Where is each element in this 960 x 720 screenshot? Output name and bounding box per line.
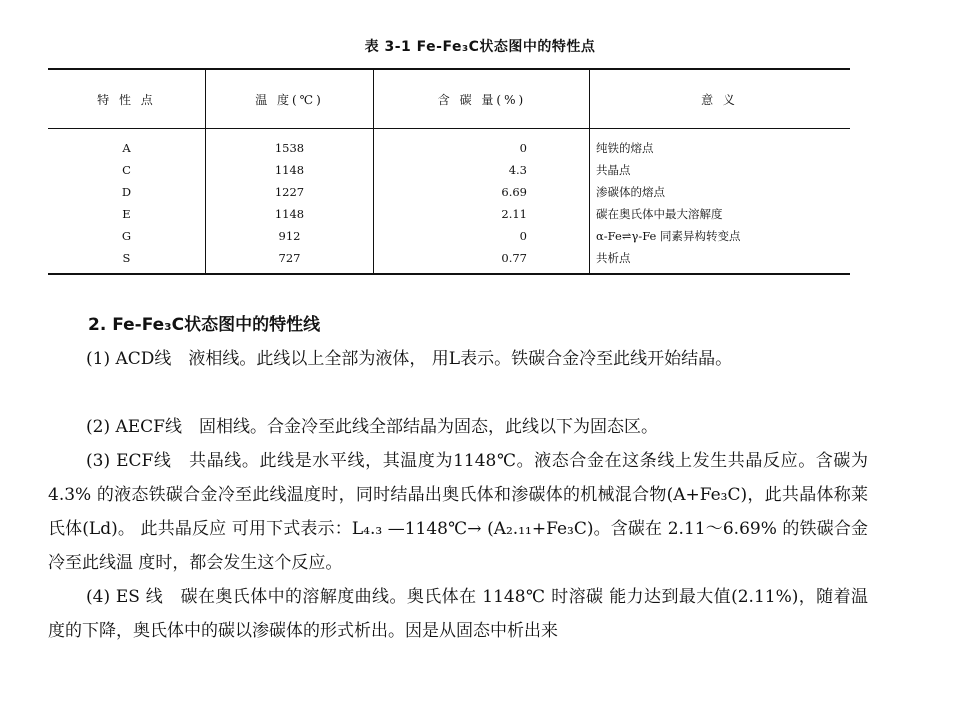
cell-temperature: 727 <box>206 247 374 274</box>
cell-carbon: 0 <box>374 225 590 247</box>
table-header-row <box>48 69 850 129</box>
cell-meaning: 共析点 <box>590 247 851 274</box>
header-carbon: 含 碳 量(%) <box>374 69 590 129</box>
table-row <box>48 203 850 225</box>
cell-point: G <box>121 229 132 243</box>
header-temperature: 温 度(℃) <box>206 69 374 129</box>
table-title: 表 3-1 Fe-Fe₃C状态图中的特性点 <box>364 39 596 55</box>
cell-meaning: 纯铁的熔点 <box>590 129 851 160</box>
cell-temperature: 1227 <box>206 181 374 203</box>
table-row <box>48 181 850 203</box>
cell-point: C <box>122 163 131 177</box>
cell-carbon: 2.11 <box>374 203 590 225</box>
cell-point: A <box>122 141 131 155</box>
table-row <box>48 225 850 247</box>
paragraph-ecf-line: (3) ECF线 共晶线。此线是水平线，其温度为1148℃。液态合金在这条线上发生共晶反应。含碳为 4.3% 的液态铁碳合金冷至此线温度时，同时结晶出奥氏体和渗碳体的机械混合物(A+Fe₃C)，此共晶体称莱氏体(Ld)。 此共晶反应 可用下式表示：L₄.₃ —1148℃→ (A₂.₁₁+Fe₃C)。含碳在 2.11～6.69% 的铁碳合金冷至此线温 度时，都会发生这个反应。 <box>48 451 868 573</box>
cell-temperature: 912 <box>206 225 374 247</box>
table-row <box>48 129 850 160</box>
table-row <box>48 247 850 274</box>
cell-point: D <box>121 185 132 199</box>
cell-carbon: 6.69 <box>374 181 590 203</box>
section-heading: 2. Fe-Fe₃C状态图中的特性线 <box>88 315 321 335</box>
cell-carbon: 0.77 <box>374 247 590 274</box>
paragraph-aecf-line: (2) AECF线 固相线。合金冷至此线全部结晶为固态，此线以下为固态区。 <box>86 417 658 437</box>
cell-temperature: 1148 <box>206 203 374 225</box>
header-point: 特 性 点 <box>48 69 206 129</box>
paragraph-acd-line: (1) ACD线 液相线。此线以上全部为液体， 用L表示。铁碳合金冷至此线开始结晶。 <box>86 349 733 369</box>
cell-point: S <box>48 247 206 274</box>
cell-meaning: α-Fe⇌γ-Fe 同素异构转变点 <box>590 225 851 247</box>
cell-temperature: 1538 <box>206 129 374 160</box>
cell-carbon: 0 <box>374 129 590 160</box>
paragraph-es-line: (4) ES 线 碳在奥氏体中的溶解度曲线。奥氏体在 1148℃ 时溶碳 能力达到最大值(2.11%)，随着温度的下降，奥氏体中的碳以渗碳体的形式析出。因是从固态中析出来 <box>48 587 868 641</box>
cell-meaning: 共晶点 <box>590 159 851 181</box>
cell-temperature: 1148 <box>206 159 374 181</box>
cell-meaning: 渗碳体的熔点 <box>590 181 851 203</box>
table-row <box>48 159 850 181</box>
characteristic-points-table <box>48 68 850 275</box>
cell-meaning: 碳在奥氏体中最大溶解度 <box>590 203 851 225</box>
cell-carbon: 4.3 <box>374 159 590 181</box>
header-meaning: 意 义 <box>590 69 851 129</box>
cell-point: E <box>122 207 131 221</box>
